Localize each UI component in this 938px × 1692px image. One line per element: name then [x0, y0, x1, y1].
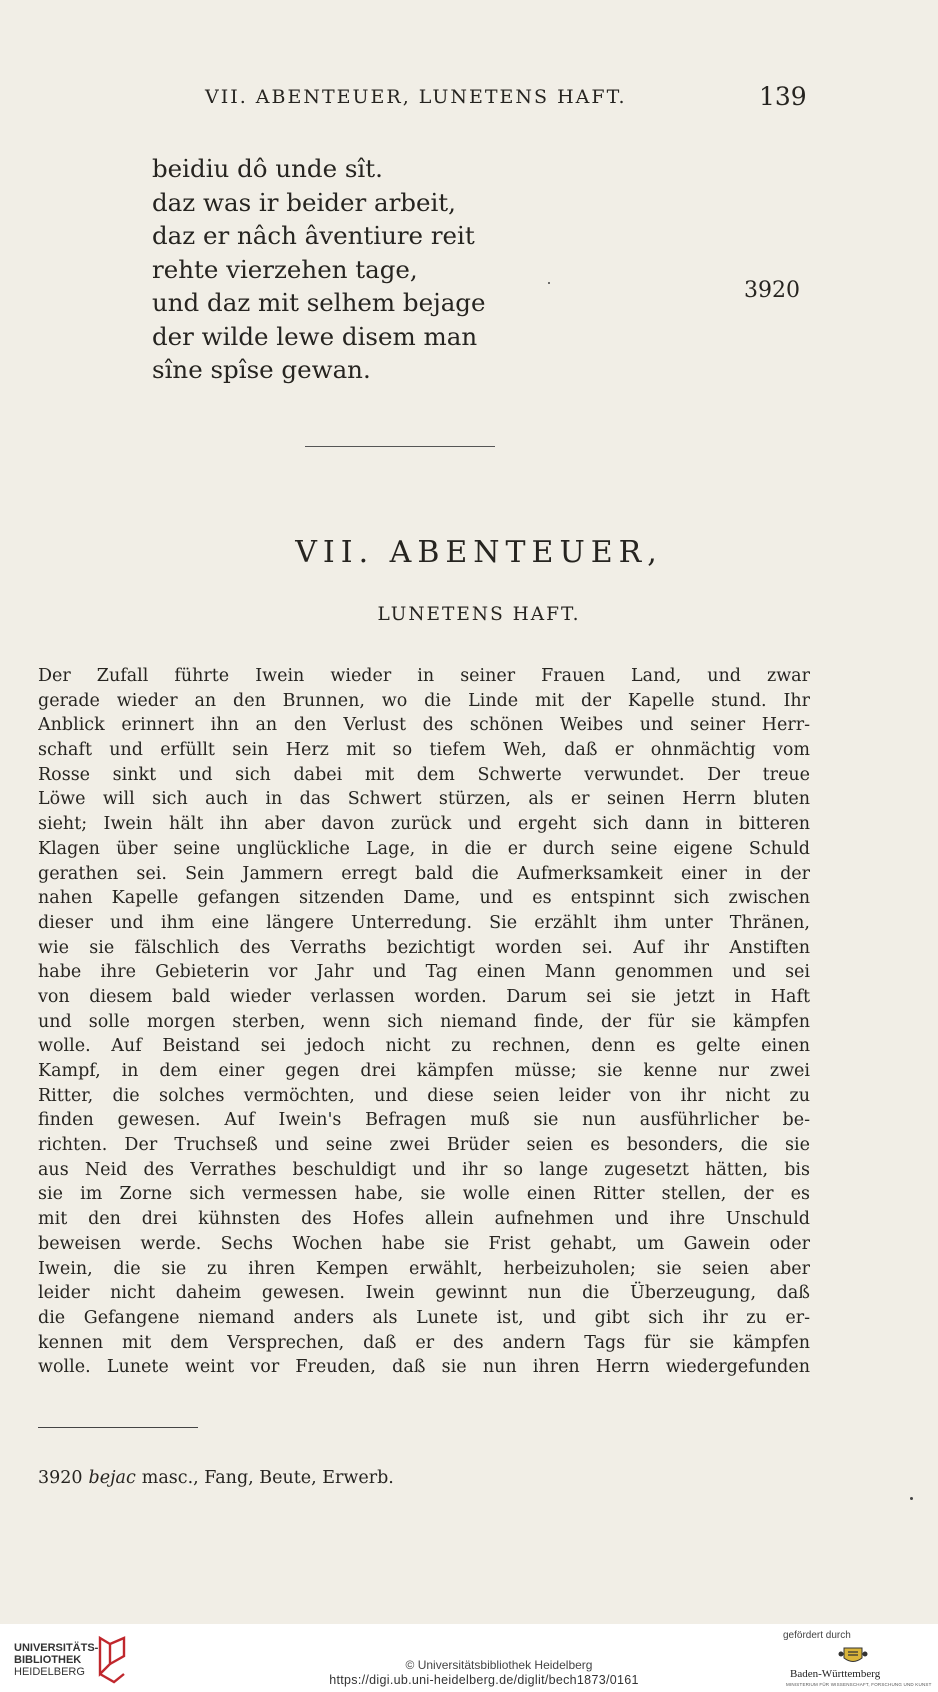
summary-line: Anblick erinnert ihn an den Verlust des schönen Weibes und seiner Herr-	[38, 715, 810, 736]
verse-block	[152, 152, 486, 387]
permalink-url[interactable]: https://digi.ub.uni-heidelberg.de/diglit/bech1873/0161	[329, 1673, 639, 1687]
summary-line: Kampf, in dem einer gegen drei kämpfen müsse; sie kenne nur zwei	[38, 1061, 810, 1081]
summary-line: Klagen über seine unglückliche Lage, in die er durch seine eigene Schuld	[38, 838, 810, 859]
summary-line: wolle. Auf Beistand sei jedoch nicht zu rechnen, denn es gelte einen	[38, 1036, 810, 1057]
summary-line: von diesem bald wieder verlassen worden. Darum sei sie jetzt in Haft	[38, 986, 810, 1007]
verse-line: daz was ir beider arbeit,	[152, 187, 456, 217]
funder-name: Baden-Württemberg	[790, 1668, 881, 1680]
funder-subtitle: MINISTERIUM FÜR WISSENSCHAFT, FORSCHUNG UND KUNST	[786, 1682, 932, 1687]
summary-line: die Gefangene niemand anders als Lunete ist, und gibt sich ihr zu er-	[38, 1307, 810, 1328]
summary-line: wolle. Lunete weint vor Freuden, daß sie nun ihren Herrn wiedergefunden	[38, 1357, 810, 1378]
footnote-text: masc., Fang, Beute, Erwerb.	[141, 1468, 394, 1488]
chapter-summary	[38, 664, 810, 1380]
summary-line: schaft und erfüllt sein Herz mit so tiefem Weh, daß er ohnmächtig vom	[38, 740, 810, 761]
verse-line: der wilde lewe disem man	[152, 321, 478, 351]
summary-line: habe ihre Gebieterin vor Jahr und Tag einen Mann genommen und sei	[38, 962, 810, 983]
verse-line: und daz mit selhem bejage	[152, 288, 486, 317]
summary-line: sieht; Iwein hält ihn aber davon zurück und ergeht sich dann in bitteren	[38, 814, 810, 835]
footnote-divider	[38, 1427, 198, 1428]
summary-line: Iwein, die sie zu ihren Kempen erwählt, herbeizuholen; sie seien aber	[38, 1258, 810, 1279]
summary-line: wie sie fälschlich des Verraths bezichtigt worden sei. Auf ihr Anstiften	[38, 937, 810, 958]
scan-speck	[548, 282, 550, 284]
funded-by-label: gefördert durch	[783, 1630, 851, 1641]
summary-line: Rosse sinkt und sich dabei mit dem Schwerte verwundet. Der treue	[38, 764, 810, 785]
page-number: 139	[759, 82, 807, 111]
summary-line: beweisen werde. Sechs Wochen habe sie Frist gehabt, um Gawein oder	[38, 1233, 810, 1254]
chapter-subtitle: LUNETENS HAFT.	[377, 604, 581, 625]
coat-of-arms-icon	[838, 1644, 868, 1666]
summary-line: Löwe will sich auch in das Schwert stürzen, als er seinen Herrn bluten	[38, 789, 810, 810]
summary-line: Der Zufall führte Iwein wieder in seiner Frauen Land, und zwar	[38, 666, 810, 686]
summary-line: richten. Der Truchseß und seine zwei Brüder seien es besonders, die sie	[38, 1135, 810, 1156]
copyright-text: © Universitätsbibliothek Heidelberg	[405, 1658, 593, 1672]
footnote	[38, 1468, 394, 1488]
summary-line: finden gewesen. Auf Iwein's Befragen muß sie nun ausführlicher be-	[38, 1110, 810, 1131]
verse-line: rehte vierzehen tage,	[152, 254, 418, 284]
running-title: VII. ABENTEUER, LUNETENS HAFT.	[205, 86, 627, 108]
summary-line: mit den drei kühnsten des Hofes allein aufnehmen und ihre Unschuld	[38, 1209, 810, 1230]
summary-line: gerade wieder an den Brunnen, wo die Linde mit der Kapelle stund. Ihr	[38, 690, 810, 711]
footer-bar	[0, 1624, 938, 1692]
verse-line: sîne spîse gewan.	[152, 355, 371, 384]
summary-line: kennen mit dem Versprechen, daß er des andern Tags für sie kämpfen	[38, 1332, 810, 1353]
summary-line: gerathen sei. Sein Jammern erregt bald die Aufmerksamkeit einer in der	[38, 863, 810, 884]
verse-line-number: 3920	[744, 278, 800, 303]
footnote-term: bejac	[88, 1468, 136, 1488]
summary-line: aus Neid des Verrathes beschuldigt und ihr so lange zugesetzt hätten, bis	[38, 1159, 810, 1180]
scan-speck	[910, 1497, 913, 1500]
summary-line: und solle morgen sterben, wenn sich niemand finde, der für sie kämpfen	[38, 1011, 810, 1032]
verse-line: beidiu dô unde sît.	[152, 154, 383, 183]
footnote-number: 3920	[38, 1468, 83, 1488]
library-logo-text: UNIVERSITÄTS- BIBLIOTHEK HEIDELBERG	[14, 1642, 99, 1678]
summary-line: Ritter, die solches vermöchten, und diese seien leider von ihr nicht zu	[38, 1085, 810, 1106]
chapter-title: VII. ABENTEUER,	[295, 535, 663, 570]
summary-line: sie im Zorne sich vermessen habe, sie wolle einen Ritter stellen, der es	[38, 1184, 810, 1205]
summary-line: nahen Kapelle gefangen sitzenden Dame, und es entspinnt sich zwischen	[38, 888, 810, 909]
summary-line: dieser und ihm eine längere Unterredung. Sie erzählt ihm unter Thränen,	[38, 912, 810, 933]
verse-line: daz er nâch âventiure reit	[152, 221, 475, 250]
section-divider	[305, 446, 495, 447]
summary-line: leider nicht daheim gewesen. Iwein gewinnt nun die Überzeugung, daß	[38, 1283, 810, 1304]
